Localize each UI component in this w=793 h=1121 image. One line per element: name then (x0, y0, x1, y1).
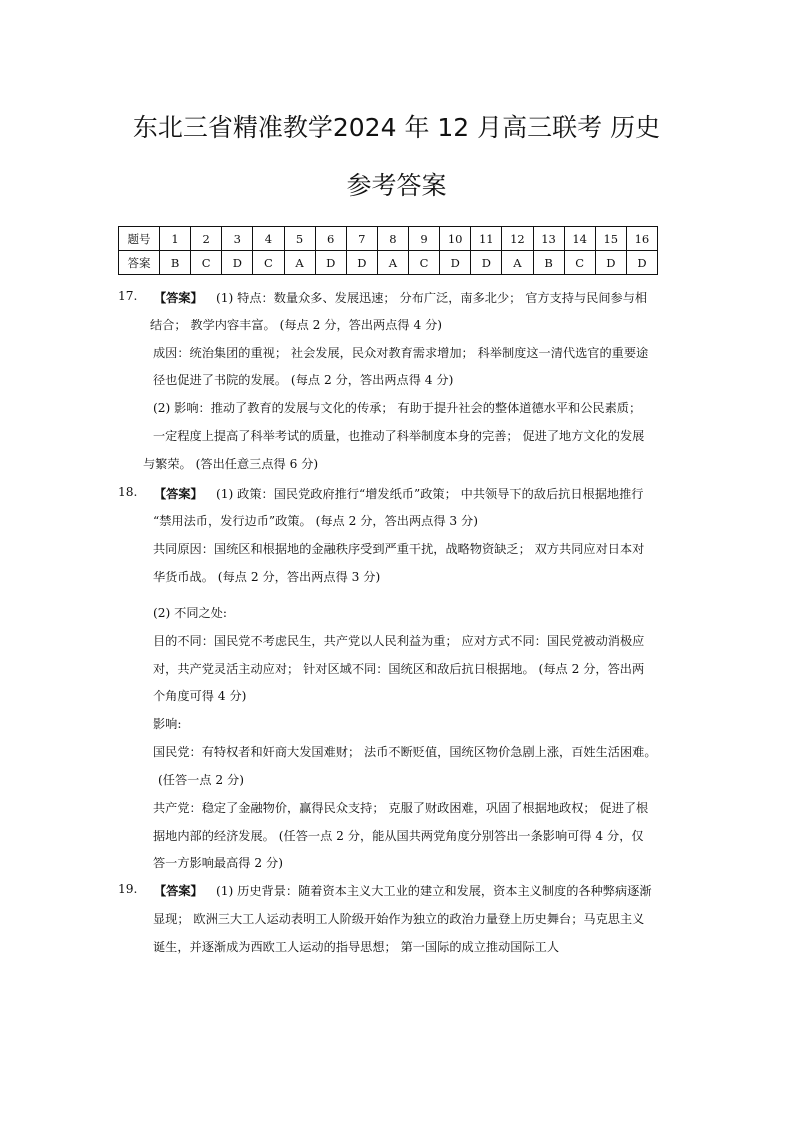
answer-line: 共产党：稳定了金融物价，赢得民众支持； 克服了财政困难，巩固了根据地政权； 促进了根 (153, 801, 649, 815)
answer-line: (2) 不同之处: (153, 606, 227, 620)
answer-line: 答一方影响最高得 2 分) (153, 856, 283, 870)
question-number: 19. (118, 882, 138, 896)
question-number-cell: 9 (409, 227, 440, 251)
answer-cell: C (564, 251, 595, 275)
answer-tag: 【答案】 (154, 291, 203, 305)
answer-line: 与繁荣。 (答出任意三点得 6 分) (143, 457, 319, 471)
answer-cell: A (284, 251, 315, 275)
answer-line: (1) 政策：国民党政府推行“增发纸币”政策； 中共领导下的敌后抗日根据地推行 (216, 487, 644, 501)
answer-cell: D (346, 251, 377, 275)
answer-cell: A (502, 251, 533, 275)
answer-line: 显现； 欧洲三大工人运动表明工人阶级开始作为独立的政治力量登上历史舞台；马克思主义 (153, 912, 645, 926)
answer-cell: C (409, 251, 440, 275)
answer-cell: C (253, 251, 284, 275)
question-number-cell: 7 (346, 227, 377, 251)
answer-cell: D (315, 251, 346, 275)
answer-line: (任答一点 2 分) (158, 773, 244, 787)
answer-table (118, 226, 658, 275)
answer-line: “禁用法币，发行边币”政策。 (每点 2 分，答出两点得 3 分) (153, 514, 478, 528)
question-number-cell: 8 (377, 227, 408, 251)
question-number-cell: 15 (595, 227, 626, 251)
answer-line: 对，共产党灵活主动应对； 针对区域不同：国统区和敌后抗日根据地。 (每点 2 分，答出两 (153, 662, 645, 676)
answer-cell: D (222, 251, 253, 275)
question-number-cell: 6 (315, 227, 346, 251)
answer-line: 结合； 教学内容丰富。 (每点 2 分，答出两点得 4 分) (150, 318, 443, 332)
answer-line: (1) 特点：数量众多、发展迅速； 分布广泛，南多北少； 官方支持与民间参与相 (216, 291, 648, 305)
page-title: 东北三省精准教学2024 年 12 月高三联考 历史 (132, 113, 661, 142)
question-number-cell: 14 (564, 227, 595, 251)
question-number-cell: 1 (160, 227, 191, 251)
question-number-cell: 16 (626, 227, 657, 251)
answer-line: (2) 影响：推动了教育的发展与文化的传承； 有助于提升社会的整体道德水平和公民素质； (153, 401, 642, 415)
answer-tag: 【答案】 (154, 884, 203, 898)
question-number-cell: 11 (471, 227, 502, 251)
answer-line: 个角度可得 4 分) (153, 689, 247, 703)
answer-cell: D (471, 251, 502, 275)
question-number: 18. (118, 485, 138, 499)
question-number-cell: 4 (253, 227, 284, 251)
answer-cell: D (626, 251, 657, 275)
answer-cell: A (377, 251, 408, 275)
answer-line: 成因：统治集团的重视； 社会发展，民众对教育需求增加； 科举制度这一清代选官的重要途 (153, 346, 649, 360)
answer-cell: B (160, 251, 191, 275)
page-subtitle: 参考答案 (346, 171, 447, 200)
table-header-cell: 题号 (119, 227, 160, 251)
table-header-cell: 答案 (119, 251, 160, 275)
question-number: 17. (118, 289, 138, 303)
question-number-cell: 10 (440, 227, 471, 251)
question-number-cell: 2 (191, 227, 222, 251)
answer-cell: D (440, 251, 471, 275)
answer-line: 诞生，并逐渐成为西欧工人运动的指导思想； 第一国际的成立推动国际工人 (153, 940, 560, 954)
answer-line: 华货币战。 (每点 2 分，答出两点得 3 分) (153, 570, 381, 584)
answer-cell: B (533, 251, 564, 275)
answer-line: 据地内部的经济发展。 (任答一点 2 分，能从国共两党角度分别答出一条影响可得 4 分，仅 (153, 829, 644, 843)
question-number-cell: 3 (222, 227, 253, 251)
answer-table-answer-row (119, 251, 658, 275)
answer-cell: C (191, 251, 222, 275)
answer-cell: D (595, 251, 626, 275)
answer-table-number-row (119, 227, 658, 251)
answer-line: 共同原因：国统区和根据地的金融秩序受到严重干扰，战略物资缺乏； 双方共同应对日本对 (153, 542, 645, 556)
answer-line: (1) 历史背景：随着资本主义大工业的建立和发展，资本主义制度的各种弊病逐渐 (216, 884, 652, 898)
question-number-cell: 5 (284, 227, 315, 251)
answer-line: 影响: (153, 717, 182, 731)
answer-tag: 【答案】 (154, 487, 203, 501)
question-number-cell: 12 (502, 227, 533, 251)
answer-line: 目的不同：国民党不考虑民生，共产党以人民利益为重； 应对方式不同：国民党被动消极应 (153, 634, 645, 648)
answer-line: 一定程度上提高了科举考试的质量，也推动了科举制度本身的完善； 促进了地方文化的发展 (153, 429, 645, 443)
answer-line: 国民党：有特权者和奸商大发国难财； 法币不断贬值，国统区物价急剧上涨，百姓生活困难。 (153, 745, 657, 759)
question-number-cell: 13 (533, 227, 564, 251)
answer-line: 径也促进了书院的发展。 (每点 2 分，答出两点得 4 分) (153, 373, 454, 387)
